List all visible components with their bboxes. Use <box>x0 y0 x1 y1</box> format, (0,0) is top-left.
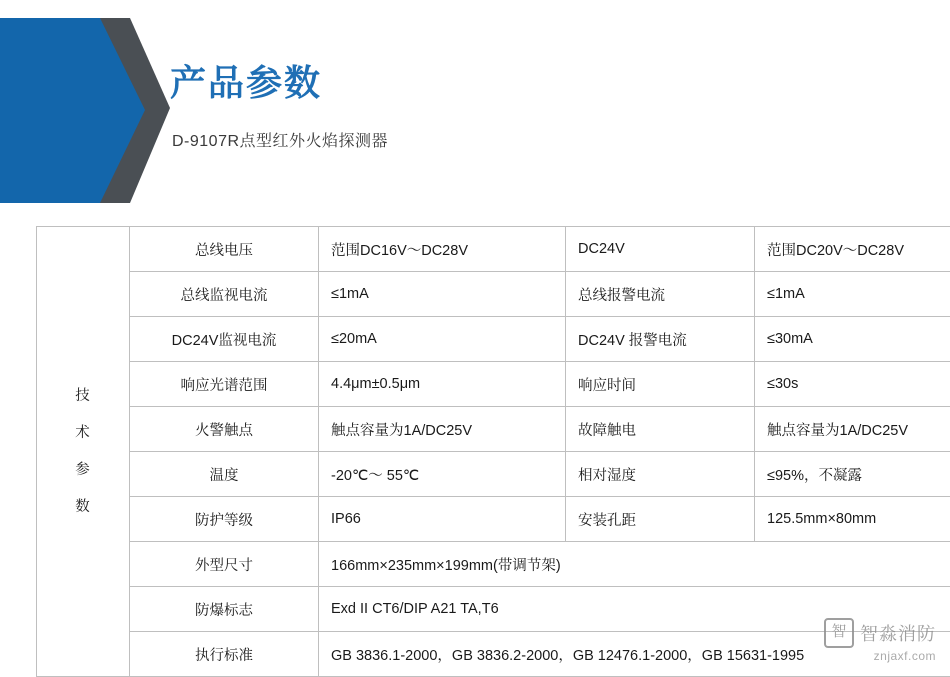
spec-key: 响应光谱范围 <box>130 362 319 407</box>
spec-value: 触点容量为1A/DC25V <box>319 407 566 452</box>
product-model-subtitle: D-9107R点型红外火焰探测器 <box>172 128 870 151</box>
side-label-char: 术 <box>49 415 117 452</box>
spec-key: 温度 <box>130 452 319 497</box>
table-row <box>37 317 950 362</box>
table-row <box>37 497 950 542</box>
table-row <box>37 407 950 452</box>
table-row <box>37 362 950 407</box>
spec-key: 相对湿度 <box>566 452 755 497</box>
spec-value: ≤30mA <box>755 317 950 362</box>
spec-key: 外型尺寸 <box>130 542 319 587</box>
table-row <box>37 542 950 587</box>
spec-key: DC24V <box>566 227 755 272</box>
spec-key: 响应时间 <box>566 362 755 407</box>
spec-key: 防护等级 <box>130 497 319 542</box>
spec-value: ≤1mA <box>755 272 950 317</box>
header-text-block <box>170 60 870 151</box>
spec-key: DC24V监视电流 <box>130 317 319 362</box>
spec-key: 安装孔距 <box>566 497 755 542</box>
spec-key: 总线监视电流 <box>130 272 319 317</box>
spec-value: GB 3836.1-2000，GB 3836.2-2000，GB 12476.1-2000，GB 15631-1995 <box>319 632 950 677</box>
spec-value: 触点容量为1A/DC25V <box>755 407 950 452</box>
table-side-label <box>37 227 130 677</box>
spec-value: ≤95%，不凝露 <box>755 452 950 497</box>
spec-value: IP66 <box>319 497 566 542</box>
spec-value: 范围DC20V～DC28V <box>755 227 950 272</box>
spec-value: 166mm×235mm×199mm(带调节架) <box>319 542 950 587</box>
spec-value: 范围DC16V～DC28V <box>319 227 566 272</box>
spec-key: 防爆标志 <box>130 587 319 632</box>
specifications-table-wrapper <box>36 226 920 677</box>
watermark-logo-icon: 智 <box>824 618 854 648</box>
specifications-table <box>36 226 950 677</box>
spec-value: ≤1mA <box>319 272 566 317</box>
side-label-char: 技 <box>49 378 117 415</box>
spec-value: -20℃～ 55℃ <box>319 452 566 497</box>
table-row <box>37 632 950 677</box>
table-row <box>37 227 950 272</box>
spec-key: DC24V 报警电流 <box>566 317 755 362</box>
spec-value: 4.4μm±0.5μm <box>319 362 566 407</box>
decorative-arrow-shape <box>0 18 170 203</box>
watermark-brand-name: 智淼消防 <box>860 620 936 646</box>
page-header-banner <box>0 0 950 210</box>
spec-key: 故障触电 <box>566 407 755 452</box>
table-row <box>37 272 950 317</box>
spec-key: 总线报警电流 <box>566 272 755 317</box>
watermark <box>824 618 936 663</box>
spec-key: 火警触点 <box>130 407 319 452</box>
spec-key: 总线电压 <box>130 227 319 272</box>
watermark-url: znjaxf.com <box>824 649 936 663</box>
side-label-char: 参 <box>49 452 117 489</box>
spec-key: 执行标准 <box>130 632 319 677</box>
spec-value: ≤30s <box>755 362 950 407</box>
table-row <box>37 587 950 632</box>
spec-value: Exd II CT6/DIP A21 TA,T6 <box>319 587 950 632</box>
side-label-char: 数 <box>49 489 117 526</box>
table-row <box>37 452 950 497</box>
page-title: 产品参数 <box>170 60 870 106</box>
spec-value: 125.5mm×80mm <box>755 497 950 542</box>
spec-value: ≤20mA <box>319 317 566 362</box>
